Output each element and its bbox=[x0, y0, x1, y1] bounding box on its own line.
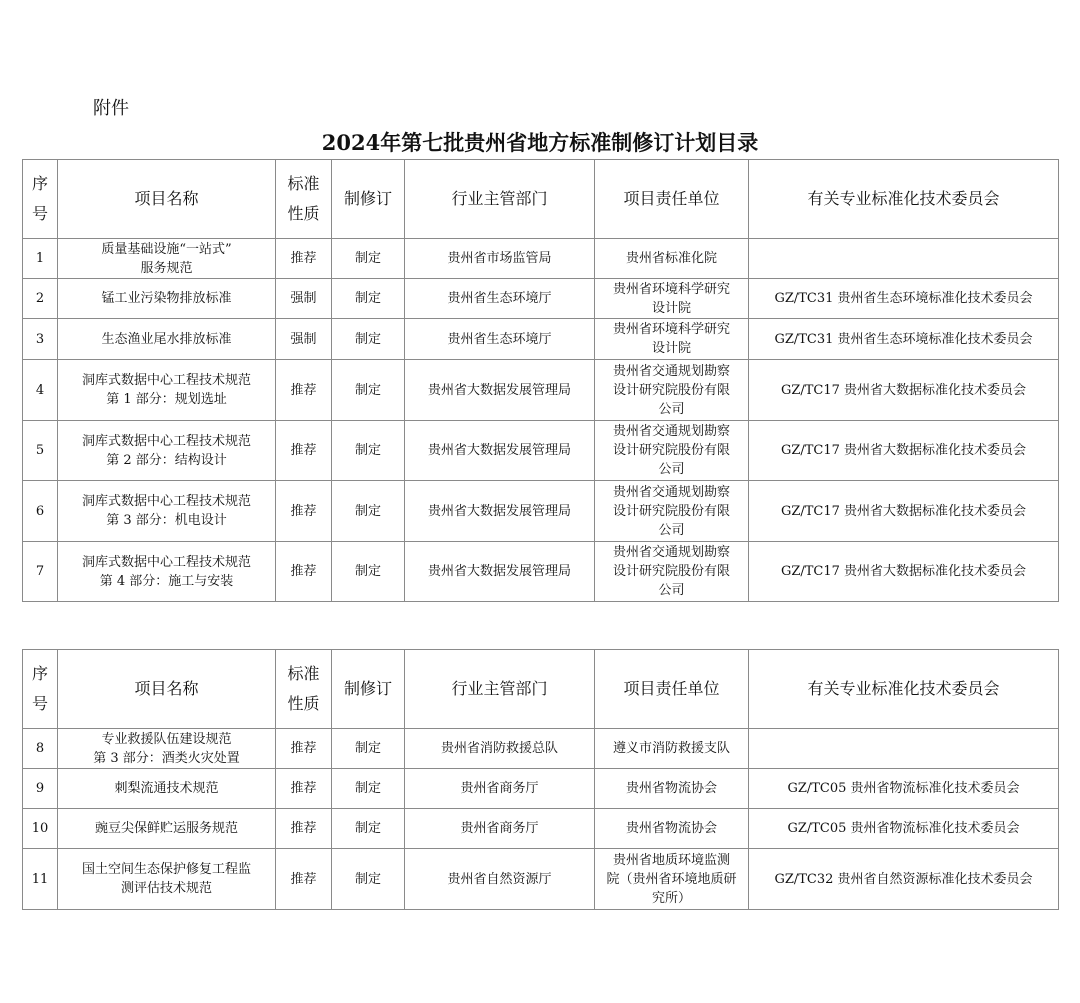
table-header-row bbox=[23, 650, 1059, 729]
cell-revision-type: 制定 bbox=[332, 849, 405, 910]
cell-committee: GZ/TC17 贵州省大数据标准化技术委员会 bbox=[749, 421, 1059, 481]
cell-department: 贵州省消防救援总队 bbox=[405, 729, 595, 769]
cell-responsible-unit: 贵州省地质环境监测 院（贵州省环境地质研 究所） bbox=[595, 849, 749, 910]
cell-responsible-unit: 贵州省物流协会 bbox=[595, 769, 749, 809]
cell-seq: 1 bbox=[23, 239, 58, 279]
cell-nature: 推荐 bbox=[276, 239, 332, 279]
cell-department: 贵州省生态环境厅 bbox=[405, 279, 595, 319]
cell-department: 贵州省市场监管局 bbox=[405, 239, 595, 279]
standards-plan-table-2 bbox=[22, 649, 1059, 910]
header-seq-bottom: 号 bbox=[31, 204, 48, 223]
cell-project-name: 专业救援队伍建设规范 第 3 部分：酒类火灾处置 bbox=[58, 729, 276, 769]
cell-project-name: 刺梨流通技术规范 bbox=[58, 769, 276, 809]
cell-responsible-unit: 贵州省环境科学研究 设计院 bbox=[595, 279, 749, 319]
cell-project-name: 质量基础设施“一站式” 服务规范 bbox=[58, 239, 276, 279]
header-seq bbox=[23, 160, 58, 239]
cell-revision-type: 制定 bbox=[332, 542, 405, 602]
table-row bbox=[23, 481, 1059, 542]
cell-seq: 8 bbox=[23, 729, 58, 769]
header-seq-top: 序 bbox=[31, 174, 48, 193]
cell-department: 贵州省大数据发展管理局 bbox=[405, 360, 595, 421]
cell-seq: 3 bbox=[23, 319, 58, 360]
cell-responsible-unit: 贵州省标准化院 bbox=[595, 239, 749, 279]
cell-seq: 5 bbox=[23, 421, 58, 481]
cell-responsible-unit: 贵州省交通规划勘察 设计研究院股份有限 公司 bbox=[595, 542, 749, 602]
cell-revision-type: 制定 bbox=[332, 729, 405, 769]
cell-responsible-unit: 贵州省物流协会 bbox=[595, 809, 749, 849]
cell-nature: 推荐 bbox=[276, 481, 332, 542]
table-row bbox=[23, 809, 1059, 849]
cell-revision-type: 制定 bbox=[332, 360, 405, 421]
cell-seq: 2 bbox=[23, 279, 58, 319]
table-row bbox=[23, 849, 1059, 910]
cell-seq: 11 bbox=[23, 849, 58, 910]
header-committee: 有关专业标准化技术委员会 bbox=[749, 650, 1059, 729]
header-revision-type: 制修订 bbox=[332, 160, 405, 239]
cell-nature: 推荐 bbox=[276, 809, 332, 849]
header-seq-bottom: 号 bbox=[31, 694, 48, 713]
table-row bbox=[23, 279, 1059, 319]
cell-nature: 推荐 bbox=[276, 769, 332, 809]
cell-nature: 推荐 bbox=[276, 849, 332, 910]
cell-project-name: 洞库式数据中心工程技术规范 第 1 部分：规划选址 bbox=[58, 360, 276, 421]
header-project-name: 项目名称 bbox=[58, 650, 276, 729]
cell-project-name: 锰工业污染物排放标准 bbox=[58, 279, 276, 319]
cell-revision-type: 制定 bbox=[332, 481, 405, 542]
cell-seq: 9 bbox=[23, 769, 58, 809]
cell-committee: GZ/TC17 贵州省大数据标准化技术委员会 bbox=[749, 360, 1059, 421]
cell-department: 贵州省大数据发展管理局 bbox=[405, 421, 595, 481]
header-revision-type: 制修订 bbox=[332, 650, 405, 729]
cell-seq: 10 bbox=[23, 809, 58, 849]
header-department: 行业主管部门 bbox=[405, 160, 595, 239]
header-nature-top: 标准 bbox=[287, 174, 320, 193]
cell-seq: 7 bbox=[23, 542, 58, 602]
header-nature-top: 标准 bbox=[287, 664, 320, 683]
cell-nature: 推荐 bbox=[276, 360, 332, 421]
cell-committee: GZ/TC32 贵州省自然资源标准化技术委员会 bbox=[749, 849, 1059, 910]
header-nature bbox=[276, 650, 332, 729]
table-row bbox=[23, 319, 1059, 360]
header-nature-bottom: 性质 bbox=[287, 694, 320, 713]
cell-responsible-unit: 贵州省交通规划勘察 设计研究院股份有限 公司 bbox=[595, 481, 749, 542]
cell-committee: GZ/TC31 贵州省生态环境标准化技术委员会 bbox=[749, 319, 1059, 360]
table-row bbox=[23, 769, 1059, 809]
cell-seq: 4 bbox=[23, 360, 58, 421]
cell-revision-type: 制定 bbox=[332, 319, 405, 360]
header-seq-top: 序 bbox=[31, 664, 48, 683]
header-department: 行业主管部门 bbox=[405, 650, 595, 729]
cell-department: 贵州省大数据发展管理局 bbox=[405, 481, 595, 542]
document-title: 2024年第七批贵州省地方标准制修订计划目录 bbox=[321, 130, 759, 155]
cell-nature: 强制 bbox=[276, 279, 332, 319]
table-row bbox=[23, 239, 1059, 279]
cell-nature: 推荐 bbox=[276, 421, 332, 481]
cell-department: 贵州省商务厅 bbox=[405, 809, 595, 849]
cell-nature: 强制 bbox=[276, 319, 332, 360]
cell-responsible-unit: 贵州省交通规划勘察 设计研究院股份有限 公司 bbox=[595, 421, 749, 481]
cell-nature: 推荐 bbox=[276, 542, 332, 602]
attachment-label: 附件 bbox=[93, 98, 129, 119]
cell-responsible-unit: 贵州省交通规划勘察 设计研究院股份有限 公司 bbox=[595, 360, 749, 421]
table-row bbox=[23, 360, 1059, 421]
table-row bbox=[23, 421, 1059, 481]
cell-committee: GZ/TC05 贵州省物流标准化技术委员会 bbox=[749, 809, 1059, 849]
cell-committee: GZ/TC31 贵州省生态环境标准化技术委员会 bbox=[749, 279, 1059, 319]
cell-committee bbox=[749, 239, 1059, 279]
standards-plan-table-1 bbox=[22, 159, 1059, 602]
cell-responsible-unit: 遵义市消防救援支队 bbox=[595, 729, 749, 769]
header-responsible-unit: 项目责任单位 bbox=[595, 650, 749, 729]
header-project-name: 项目名称 bbox=[58, 160, 276, 239]
cell-revision-type: 制定 bbox=[332, 239, 405, 279]
cell-department: 贵州省商务厅 bbox=[405, 769, 595, 809]
table-header-row bbox=[23, 160, 1059, 239]
cell-revision-type: 制定 bbox=[332, 809, 405, 849]
header-seq bbox=[23, 650, 58, 729]
cell-committee bbox=[749, 729, 1059, 769]
cell-revision-type: 制定 bbox=[332, 769, 405, 809]
table-row bbox=[23, 542, 1059, 602]
cell-project-name: 洞库式数据中心工程技术规范 第 2 部分：结构设计 bbox=[58, 421, 276, 481]
table-row bbox=[23, 729, 1059, 769]
header-nature bbox=[276, 160, 332, 239]
cell-project-name: 洞库式数据中心工程技术规范 第 4 部分：施工与安装 bbox=[58, 542, 276, 602]
cell-project-name: 国土空间生态保护修复工程监 测评估技术规范 bbox=[58, 849, 276, 910]
cell-department: 贵州省自然资源厅 bbox=[405, 849, 595, 910]
cell-revision-type: 制定 bbox=[332, 279, 405, 319]
cell-project-name: 豌豆尖保鲜贮运服务规范 bbox=[58, 809, 276, 849]
header-nature-bottom: 性质 bbox=[287, 204, 320, 223]
cell-responsible-unit: 贵州省环境科学研究 设计院 bbox=[595, 319, 749, 360]
cell-committee: GZ/TC17 贵州省大数据标准化技术委员会 bbox=[749, 542, 1059, 602]
header-committee: 有关专业标准化技术委员会 bbox=[749, 160, 1059, 239]
cell-revision-type: 制定 bbox=[332, 421, 405, 481]
cell-seq: 6 bbox=[23, 481, 58, 542]
cell-department: 贵州省生态环境厅 bbox=[405, 319, 595, 360]
cell-department: 贵州省大数据发展管理局 bbox=[405, 542, 595, 602]
cell-project-name: 生态渔业尾水排放标准 bbox=[58, 319, 276, 360]
cell-committee: GZ/TC17 贵州省大数据标准化技术委员会 bbox=[749, 481, 1059, 542]
header-responsible-unit: 项目责任单位 bbox=[595, 160, 749, 239]
cell-committee: GZ/TC05 贵州省物流标准化技术委员会 bbox=[749, 769, 1059, 809]
cell-project-name: 洞库式数据中心工程技术规范 第 3 部分：机电设计 bbox=[58, 481, 276, 542]
cell-nature: 推荐 bbox=[276, 729, 332, 769]
